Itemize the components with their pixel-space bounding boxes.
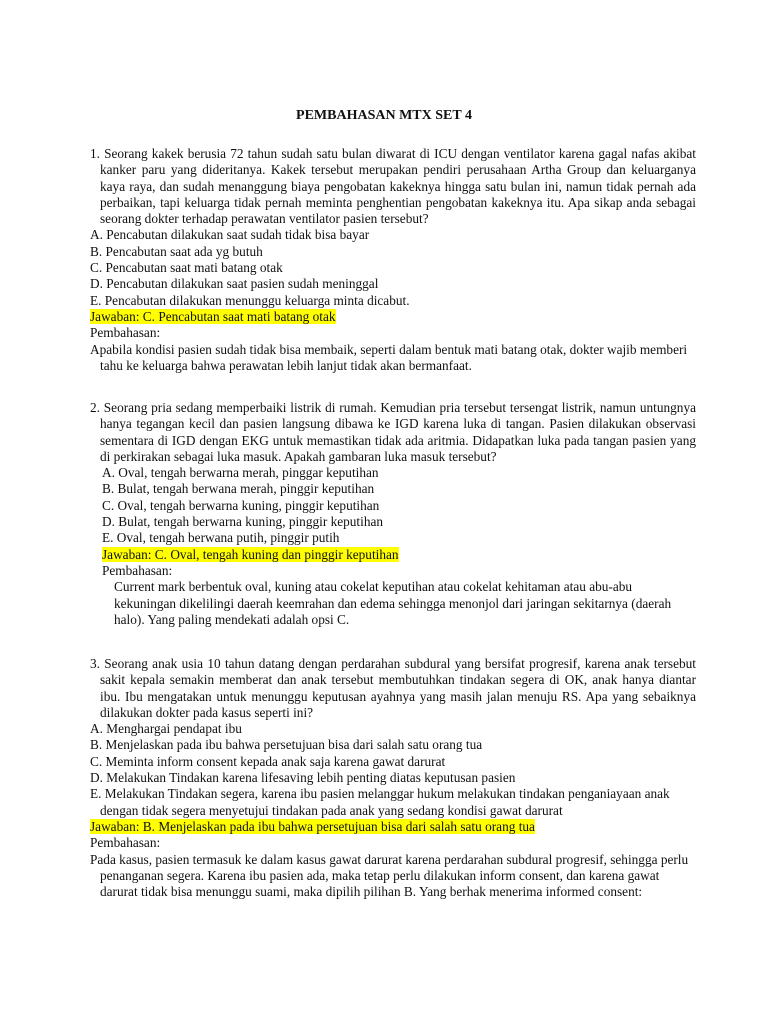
discussion-label: Pembahasan: xyxy=(90,325,161,341)
option-d: D. Pencabutan dilakukan saat pasien sudah meninggal xyxy=(90,276,379,292)
option-e: E. Melakukan Tindakan segera, karena ibu pasien melanggar hukum melakukan tindakan penganiayaan anak dengan tidak segera menyetujui tindakan pada anak yang sedang kondisi gawat darurat xyxy=(90,786,670,818)
option-a: A. Oval, tengah berwarna merah, pinggar keputihan xyxy=(102,465,379,481)
answer-highlight: Jawaban: C. Pencabutan saat mati batang otak xyxy=(90,308,336,324)
discussion-text: Pada kasus, pasien termasuk ke dalam kasus gawat darurat karena perdarahan subdural progresif, sehingga perlu penanganan segera. Karena ibu pasien ada, maka tetap perlu dilakukan inform consent, dan karena gawat darurat tidak bisa menunggu suami, maka dipilih pilihan B. Yang berhak menerima informed consent: xyxy=(90,851,689,900)
answer-highlight: Jawaban: C. Oval, tengah kuning dan pinggir keputihan xyxy=(102,546,399,562)
question-2 xyxy=(90,400,696,628)
option-a: A. Pencabutan dilakukan saat sudah tidak bisa bayar xyxy=(90,227,370,243)
discussion-text: Apabila kondisi pasien sudah tidak bisa membaik, seperti dalam bentuk mati batang otak, dokter wajib memberi tahu ke keluarga bahwa perawatan lebih lanjut tidak akan bermanfaat. xyxy=(90,341,688,373)
option-c: C. Pencabutan saat mati batang otak xyxy=(90,260,283,276)
discussion-text: Current mark berbentuk oval, kuning atau cokelat keputihan atau cokelat kehitaman atau abu-abu kekuningan dikelilingi daerah keemrahan dan edema sehingga menonjol dari jaringan sekitarnya (daerah halo). Yang paling mendekati adalah opsi C. xyxy=(114,579,672,627)
option-a: A. Menghargai pendapat ibu xyxy=(90,721,242,737)
option-b: B. Bulat, tengah berwana merah, pinggir keputihan xyxy=(102,481,375,497)
option-b: B. Pencabutan saat ada yg butuh xyxy=(90,243,263,259)
option-c: C. Meminta inform consent kepada anak saja karena gawat darurat xyxy=(90,753,446,769)
option-e: E. Pencabutan dilakukan menunggu keluarga minta dicabut. xyxy=(90,292,410,308)
question-3 xyxy=(90,656,696,900)
question-stem: 3. Seorang anak usia 10 tahun datang dengan perdarahan subdural yang bersifat progresif, karena anak tersebut sakit kepala semakin memberat dan anak tersebut membutuhkan tindakan segera di OK, anak hanya diantar ibu. Ibu mengatakan untuk menunggu keputusan ayahnya yang masih jalan menuju RS. Apa yang sebaiknya dilakukan dokter pada kasus seperti ini? xyxy=(90,656,696,720)
question-stem: 1. Seorang kakek berusia 72 tahun sudah satu bulan diwarat di ICU dengan ventilator karena gagal nafas akibat kanker paru yang dideritanya. Kakek tersebut merupakan pendiri perusahaan Artha Group dan keluarganya kaya raya, dan sudah menanggung biaya pengobatan kakeknya hingga satu bulan ini, namun tidak pernah ada perbaikan, tapi keluarga tidak pernah meminta penghentian pengobatan kakeknya itu. Apa sikap anda sebagai seorang dokter terhadap perawatan ventilator pasien tersebut? xyxy=(90,146,696,227)
answer-highlight: Jawaban: B. Menjelaskan pada ibu bahwa persetujuan bisa dari salah satu orang tua xyxy=(90,818,535,834)
option-c: C. Oval, tengah berwarna kuning, pinggir keputihan xyxy=(102,497,380,513)
option-d: D. Bulat, tengah berwarna kuning, pinggir keputihan xyxy=(102,514,384,530)
page-title: PEMBAHASAN MTX SET 4 xyxy=(296,108,472,123)
option-b: B. Menjelaskan pada ibu bahwa persetujuan bisa dari salah satu orang tua xyxy=(90,737,483,753)
discussion-label: Pembahasan: xyxy=(102,562,173,578)
question-stem: 2. Seorang pria sedang memperbaiki listrik di rumah. Kemudian pria tersebut tersengat listrik, namun untungnya hanya tegangan kecil dan pasien langsung dibawa ke IGD karena luka di tangan. Pasien dilakukan observasi sementara di IGD dengan EKG untuk memastikan tidak ada aritmia. Didapatkan luka pada tangan pasien yang di perkirakan sebagai luka masuk. Apakah gambaran luka masuk tersebut? xyxy=(90,400,696,464)
option-d: D. Melakukan Tindakan karena lifesaving lebih penting diatas keputusan pasien xyxy=(90,770,516,786)
discussion-label: Pembahasan: xyxy=(90,835,161,851)
option-e: E. Oval, tengah berwana putih, pinggir putih xyxy=(102,530,340,546)
question-1 xyxy=(90,146,696,374)
